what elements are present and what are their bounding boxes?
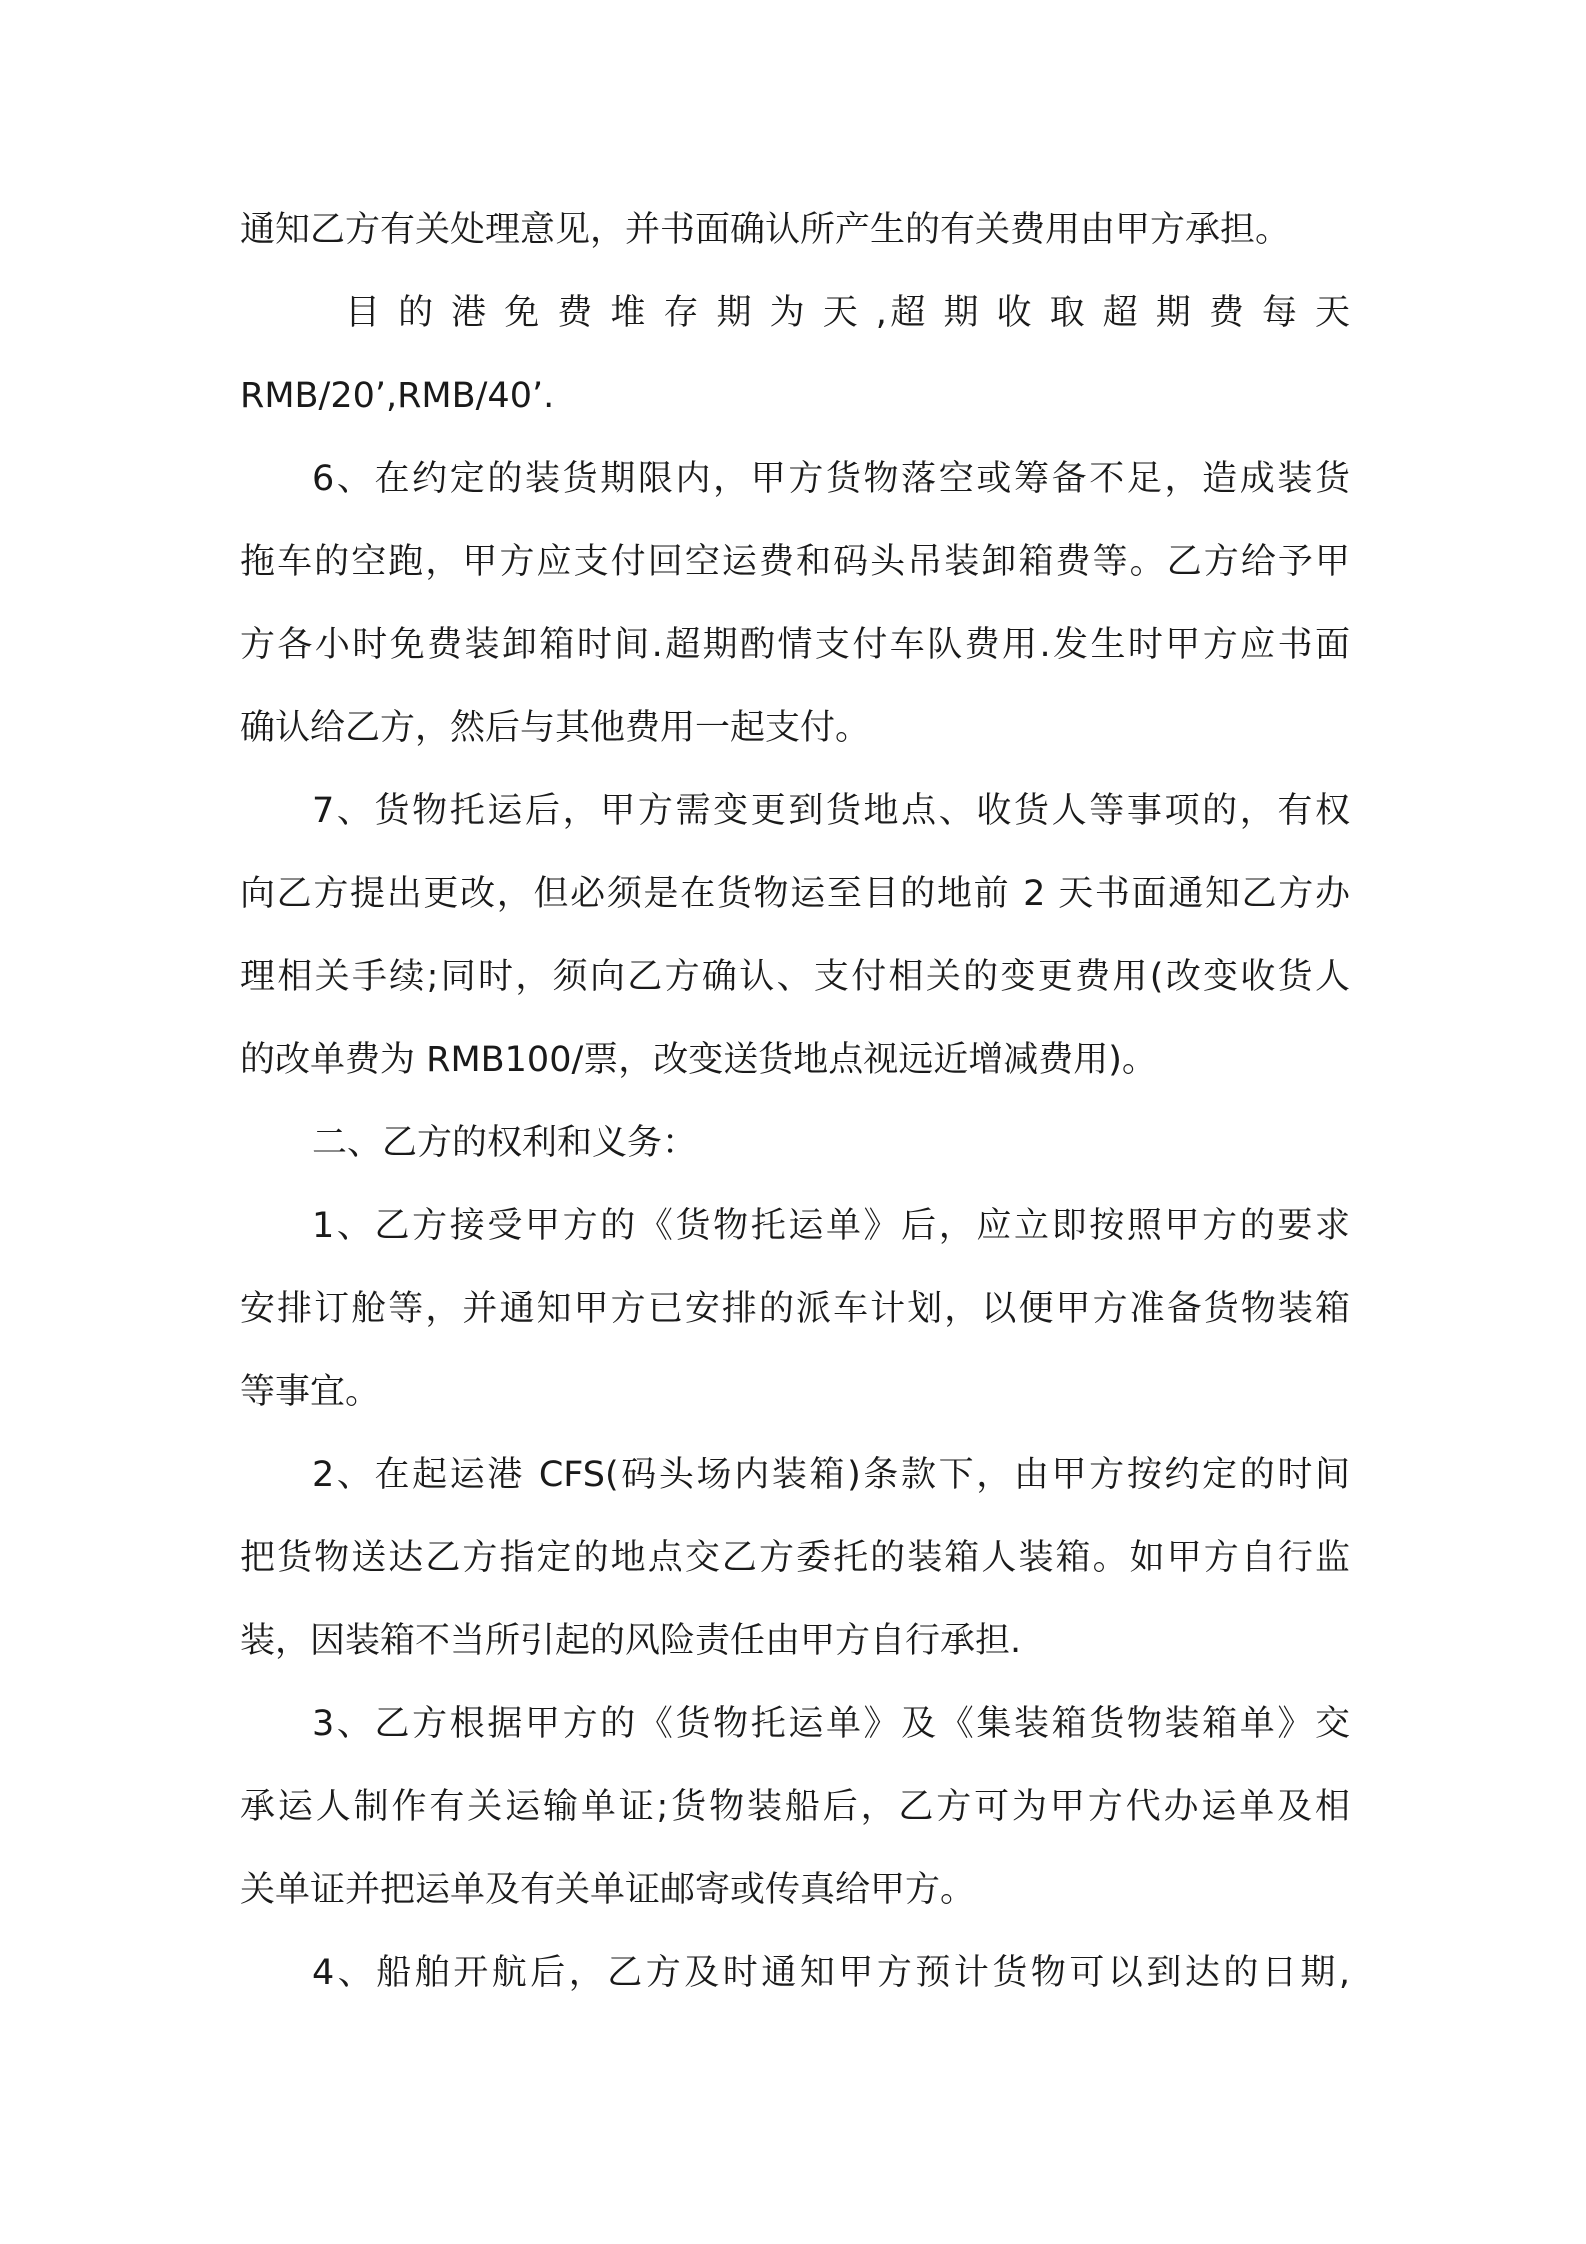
text-line-10: 理相关手续;同时，须向乙方确认、支付相关的变更费用(改变收货人 [240,957,1350,997]
text-line-9: 向乙方提出更改，但必须是在货物运至目的地前 2 天书面通知乙方办 [240,874,1350,914]
text-line-18: 装，因装箱不当所引起的风险责任由甲方自行承担. [240,1621,1022,1661]
text-line-14: 安排订舱等，并通知甲方已安排的派车计划，以便甲方准备货物装箱 [240,1289,1350,1329]
text-line-13: 1、乙方接受甲方的《货物托运单》后，应立即按照甲方的要求 [312,1206,1350,1246]
text-line-5: 拖车的空跑，甲方应支付回空运费和码头吊装卸箱费等。乙方给予甲 [240,542,1350,582]
text-line-8: 7、货物托运后，甲方需变更到货地点、收货人等事项的，有权 [312,791,1350,831]
text-line-4: 6、在约定的装货期限内，甲方货物落空或筹备不足，造成装货 [312,459,1350,499]
text-line-11: 的改单费为 RMB100/票，改变送货地点视远近增减费用)。 [240,1040,1157,1080]
text-line-2: 目 的 港 免 费 堆 存 期 为 天 ,超 期 收 取 超 期 费 每 天 [345,293,1350,333]
text-line-17: 把货物送达乙方指定的地点交乙方委托的装箱人装箱。如甲方自行监 [240,1538,1350,1578]
text-line-3: RMB/20’,RMB/40’. [240,376,555,416]
text-line-16: 2、在起运港 CFS(码头场内装箱)条款下，由甲方按约定的时间 [312,1455,1350,1495]
text-line-6: 方各小时免费装卸箱时间.超期酌情支付车队费用.发生时甲方应书面 [240,625,1350,665]
text-line-7: 确认给乙方，然后与其他费用一起支付。 [240,708,871,748]
text-line-22: 4、船舶开航后，乙方及时通知甲方预计货物可以到达的日期, [312,1953,1350,1993]
text-line-20: 承运人制作有关运输单证;货物装船后，乙方可为甲方代办运单及相 [240,1787,1350,1827]
section-heading: 二、乙方的权利和义务： [312,1123,698,1163]
text-line-21: 关单证并把运单及有关单证邮寄或传真给甲方。 [240,1870,976,1910]
text-line-1: 通知乙方有关处理意见，并书面确认所产生的有关费用由甲方承担。 [240,210,1291,250]
text-line-15: 等事宜。 [240,1372,381,1412]
text-line-19: 3、乙方根据甲方的《货物托运单》及《集装箱货物装箱单》交 [312,1704,1350,1744]
